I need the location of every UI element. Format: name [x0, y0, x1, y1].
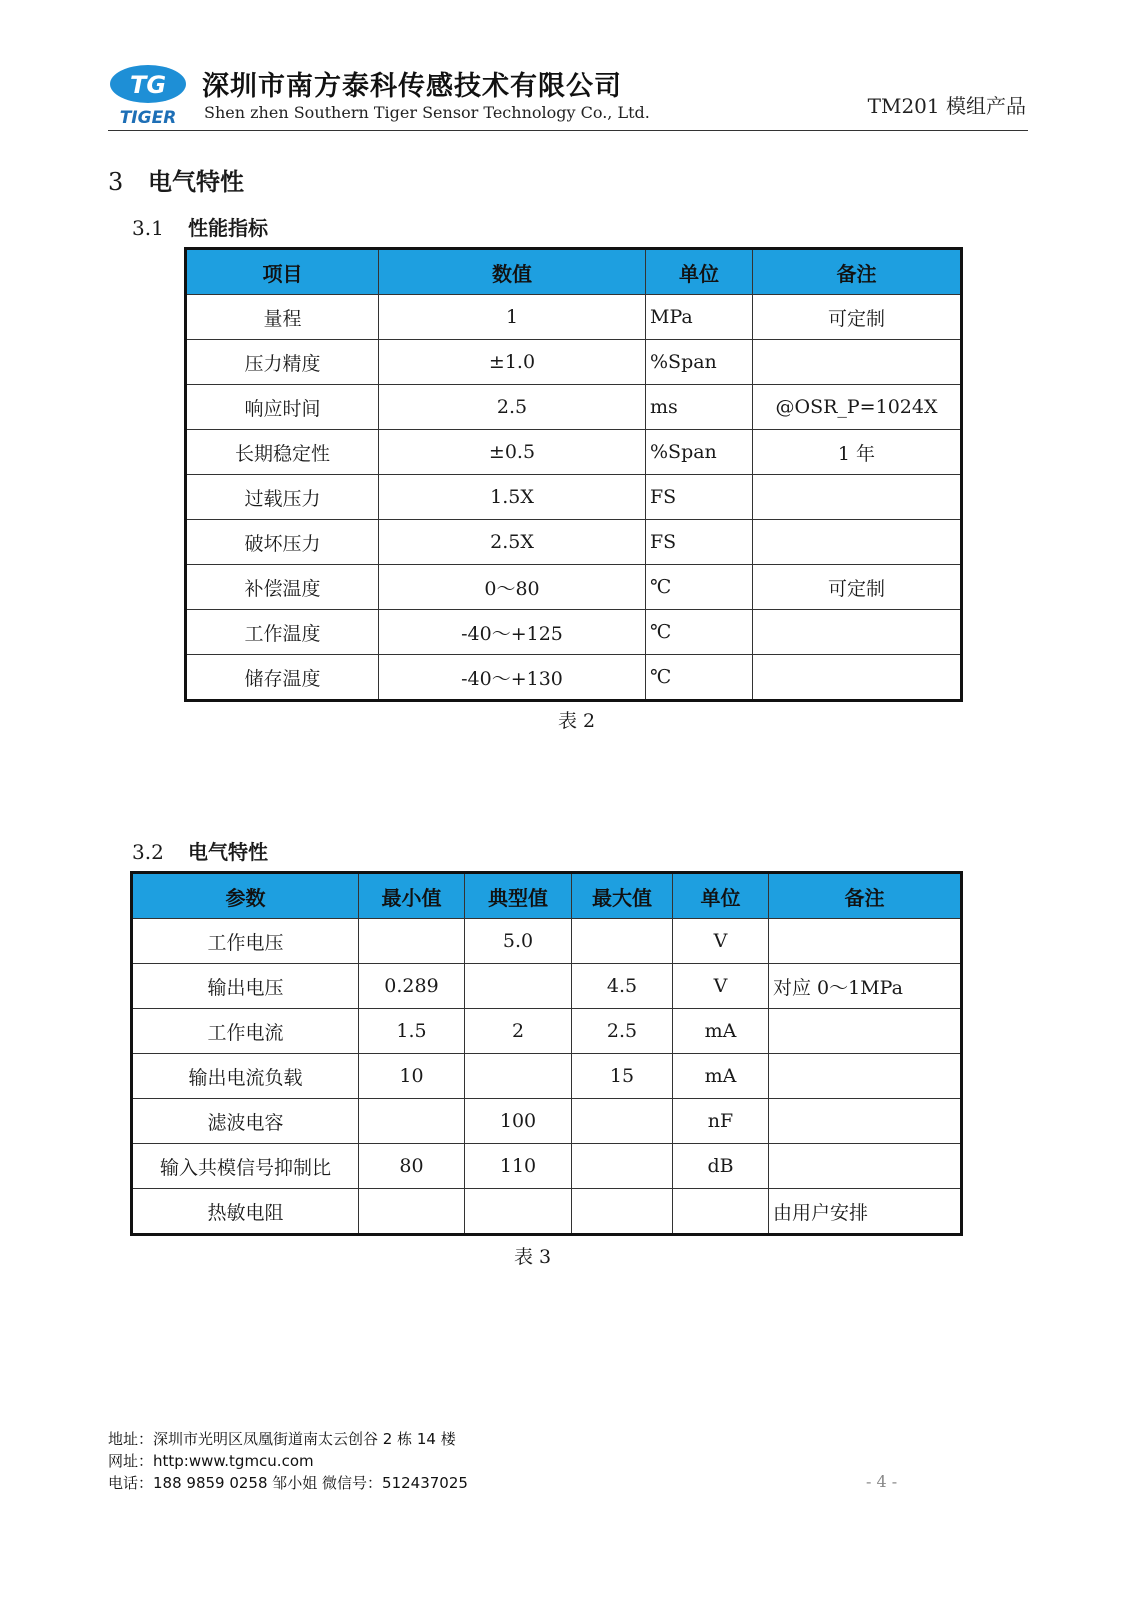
table-cell — [465, 1054, 572, 1099]
header-cell: 单位 — [673, 873, 769, 919]
table-cell: ℃ — [646, 655, 753, 701]
table-cell: dB — [673, 1144, 769, 1189]
product-name: TM201 模组产品 — [867, 94, 1026, 118]
table-row — [186, 430, 962, 475]
table-cell: 80 — [359, 1144, 465, 1189]
section-number: 3 — [108, 168, 124, 196]
subsection-title: 性能指标 — [188, 216, 268, 240]
table-cell — [753, 610, 962, 655]
header-cell: 最大值 — [572, 873, 673, 919]
table-cell: 储存温度 — [186, 655, 379, 701]
table-cell — [753, 475, 962, 520]
table-cell: -40～+130 — [379, 655, 646, 701]
table-cell: 10 — [359, 1054, 465, 1099]
table-header-row — [186, 249, 962, 295]
table-cell — [753, 655, 962, 701]
table-cell: mA — [673, 1054, 769, 1099]
table-cell: ℃ — [646, 565, 753, 610]
table-cell: FS — [646, 520, 753, 565]
table-cell — [572, 1144, 673, 1189]
subsection-heading-1 — [132, 212, 268, 241]
table-cell — [465, 964, 572, 1009]
table-cell: 破坏压力 — [186, 520, 379, 565]
table-cell: 1.5 — [359, 1009, 465, 1054]
page-footer — [108, 1428, 468, 1494]
subsection-heading-2 — [132, 836, 268, 865]
table-cell: 15 — [572, 1054, 673, 1099]
header-cell: 备注 — [769, 873, 962, 919]
table-cell — [769, 1054, 962, 1099]
performance-table — [184, 247, 963, 702]
table-cell: 工作温度 — [186, 610, 379, 655]
subsection-number: 3.1 — [132, 216, 164, 240]
table-cell: 过载压力 — [186, 475, 379, 520]
table-cell: V — [673, 919, 769, 964]
table-row — [132, 1144, 962, 1189]
table-row — [186, 385, 962, 430]
table-cell — [572, 1099, 673, 1144]
table-row — [186, 295, 962, 340]
table-cell: 1.5X — [379, 475, 646, 520]
table-cell: 工作电流 — [132, 1009, 359, 1054]
table-caption: 表 3 — [514, 1246, 552, 1268]
tiger-logo-icon — [108, 62, 190, 128]
table-cell: 4.5 — [572, 964, 673, 1009]
header-divider — [108, 130, 1028, 131]
table-cell: 2.5 — [572, 1009, 673, 1054]
table-row — [186, 565, 962, 610]
table-cell: 工作电压 — [132, 919, 359, 964]
table-row — [186, 610, 962, 655]
table-row — [132, 964, 962, 1009]
table-cell: 补偿温度 — [186, 565, 379, 610]
subsection-title: 电气特性 — [188, 840, 268, 864]
table-cell: 2 — [465, 1009, 572, 1054]
table-cell: 滤波电容 — [132, 1099, 359, 1144]
table-row — [186, 475, 962, 520]
table-cell: FS — [646, 475, 753, 520]
table-cell: 输出电压 — [132, 964, 359, 1009]
header-cell: 备注 — [753, 249, 962, 295]
header-cell: 最小值 — [359, 873, 465, 919]
page-number: - 4 - — [866, 1472, 898, 1491]
table-cell: 1 — [379, 295, 646, 340]
footer-address: 地址：深圳市光明区凤凰街道南太云创谷 2 栋 14 楼 — [108, 1430, 456, 1448]
table-cell: 长期稳定性 — [186, 430, 379, 475]
table-cell: @OSR_P=1024X — [753, 385, 962, 430]
table-cell — [769, 1144, 962, 1189]
table-row — [132, 1054, 962, 1099]
table-cell: %Span — [646, 430, 753, 475]
table-cell: 5.0 — [465, 919, 572, 964]
table-cell — [359, 919, 465, 964]
table-cell — [673, 1189, 769, 1235]
table-row — [186, 340, 962, 385]
table-cell — [572, 919, 673, 964]
table-row — [186, 655, 962, 701]
table-row — [186, 520, 962, 565]
table-cell: 输出电流负载 — [132, 1054, 359, 1099]
table-cell: 可定制 — [753, 295, 962, 340]
table-cell: 1 年 — [753, 430, 962, 475]
table-cell — [572, 1189, 673, 1235]
footer-website[interactable]: 网址：http:www.tgmcu.com — [108, 1452, 314, 1470]
table-cell — [359, 1099, 465, 1144]
subsection-number: 3.2 — [132, 840, 164, 864]
table-cell: ℃ — [646, 610, 753, 655]
table-row — [132, 1099, 962, 1144]
company-name-cn: 深圳市南方泰科传感技术有限公司 — [202, 71, 622, 102]
table-cell — [769, 1099, 962, 1144]
table-cell: ±0.5 — [379, 430, 646, 475]
table-cell: 2.5 — [379, 385, 646, 430]
logo-text: TIGER — [119, 108, 177, 128]
table-header-row — [132, 873, 962, 919]
table-cell — [769, 1009, 962, 1054]
company-name-en: Shen zhen Southern Tiger Sensor Technology Co., Ltd. — [204, 103, 650, 122]
header-cell: 项目 — [186, 249, 379, 295]
table-cell: 响应时间 — [186, 385, 379, 430]
electrical-table — [130, 871, 963, 1236]
table-caption: 表 2 — [558, 710, 596, 732]
table-cell: 0～80 — [379, 565, 646, 610]
header-cell: 典型值 — [465, 873, 572, 919]
table-row — [132, 919, 962, 964]
header-cell: 数值 — [379, 249, 646, 295]
table-cell — [465, 1189, 572, 1235]
table-cell: 100 — [465, 1099, 572, 1144]
section-heading — [108, 162, 244, 197]
table-cell — [359, 1189, 465, 1235]
table-cell: mA — [673, 1009, 769, 1054]
table-cell: ms — [646, 385, 753, 430]
table-cell: 可定制 — [753, 565, 962, 610]
table-cell: 由用户安排 — [769, 1189, 962, 1235]
table-cell: V — [673, 964, 769, 1009]
table-cell: %Span — [646, 340, 753, 385]
table-cell: MPa — [646, 295, 753, 340]
table-cell — [769, 919, 962, 964]
table-cell: 对应 0～1MPa — [769, 964, 962, 1009]
page-header — [108, 62, 1028, 132]
logo-mark: TG — [129, 71, 167, 99]
header-cell: 单位 — [646, 249, 753, 295]
table-cell: 热敏电阻 — [132, 1189, 359, 1235]
table-row — [132, 1009, 962, 1054]
footer-contact: 电话：188 9859 0258 邹小姐 微信号：512437025 — [108, 1474, 468, 1492]
table-cell: -40～+125 — [379, 610, 646, 655]
section-title: 电气特性 — [148, 168, 244, 196]
table-cell: 压力精度 — [186, 340, 379, 385]
table-cell: 0.289 — [359, 964, 465, 1009]
table-cell: 输入共模信号抑制比 — [132, 1144, 359, 1189]
table-cell: 110 — [465, 1144, 572, 1189]
table-row — [132, 1189, 962, 1235]
table-cell: 量程 — [186, 295, 379, 340]
table-cell: 2.5X — [379, 520, 646, 565]
table-cell — [753, 340, 962, 385]
header-cell: 参数 — [132, 873, 359, 919]
table-cell: ±1.0 — [379, 340, 646, 385]
table-cell — [753, 520, 962, 565]
table-cell: nF — [673, 1099, 769, 1144]
